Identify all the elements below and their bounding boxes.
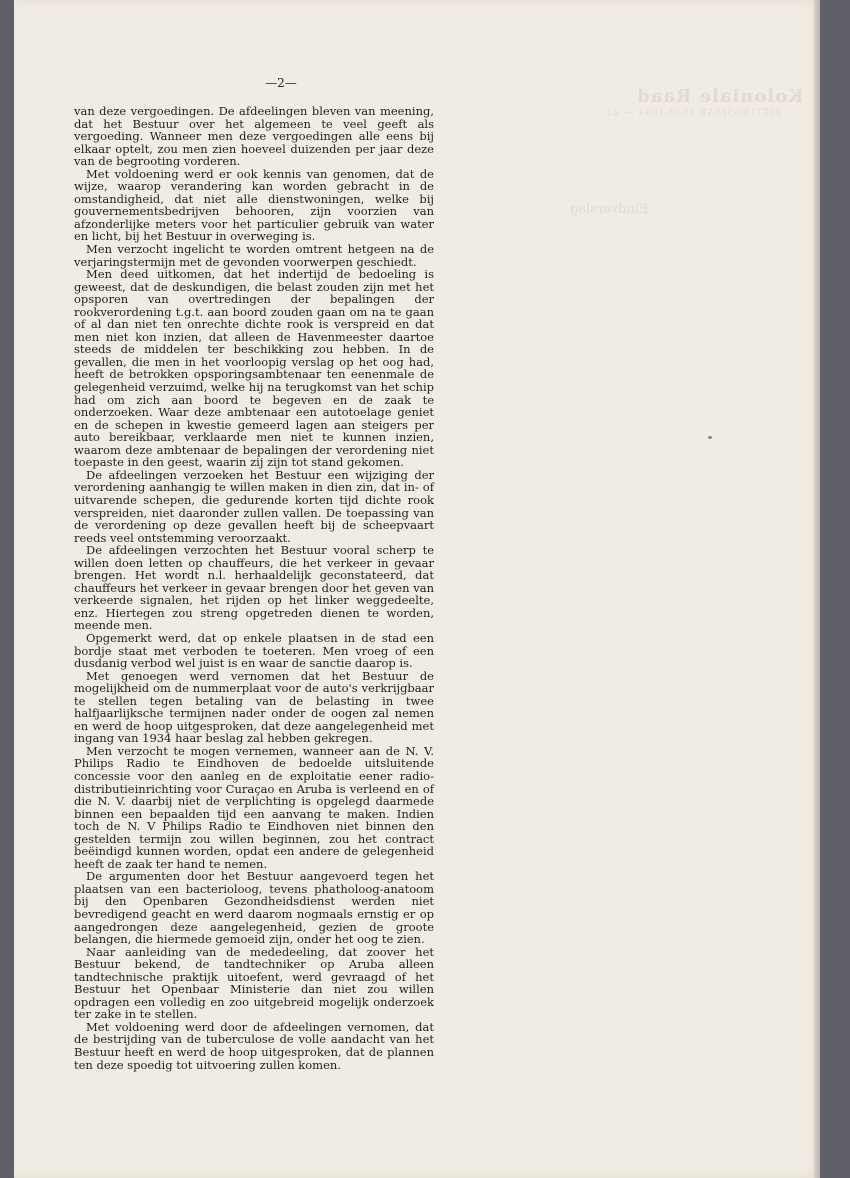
paragraph: Met genoegen werd vernomen dat het Bestuur de mogelijkheid om de nummerplaat voor de auto's verkrijgbaar te stellen tegen betaling van de belasting in twee halfjaarlijksche termijnen nader onder de oogen zal nemen en werd de hoop uitgesproken, dat deze aangelegenheid met ingang van 1934 haar beslag zal hebben gekregen. [74, 668, 434, 746]
page-edge [814, 0, 820, 1178]
page-number: —2— [265, 76, 297, 90]
paragraph: Men deed uitkomen, dat het indertijd de bedoeling is geweest, dat de deskundigen, die belast zouden zijn met het opsporen van overtredingen der bepalingen der rookverordening t.g.t. aan boord zouden gaan om na te gaan of al dan niet ten onrechte dichte rook is verspreid en dat men niet kon inzien, dat alleen de Havenmeester daartoe steeds de middelen ter beschikking zou hebben. In de gevallen, die men in het voorloopig verslag op het oog had, heeft de betrokken opsporingsambtenaar ten eenenmale de gelegenheid verzuimd, welke hij na terugkomst van het schip had om zich aan boord te begeven en de zaak te onderzoeken. Waar deze ambtenaar een autotoelage geniet en de schepen in kwestie gemeerd lagen aan steigers per auto bereikbaar, verklaarde men niet te kunnen inzien, waarom deze ambtenaar de bepalingen der verordening niet toepaste in den geest, waarin zij zijn tot stand gekomen. [74, 267, 434, 470]
paragraph: Men verzocht ingelicht te worden omtrent hetgeen na de verjaringstermijn met de gevonden voorwerpen geschiedt. [74, 242, 434, 269]
paragraph: Opgemerkt werd, dat op enkele plaatsen in de stad een bordje staat met verboden te toeteren. Men vroeg of een dusdanig verbod wel juist is en waar de sanctie daarop is. [74, 630, 434, 671]
show-through-heading: Eindverslag [570, 202, 649, 217]
paragraph: De argumenten door het Bestuur aangevoerd tegen het plaatsen van een bacterioloog, tevens phatholoog-anatoom bij den Openbaren Gezondheidsdienst werden niet bevredigend geacht en werd daarom nogmaals ernstig er op aangedrongen deze aangelegenheid, gezien de groote belangen, die hiermede gemoeid zijn, onder het oog te zien. [74, 869, 434, 947]
paragraph: De afdeelingen verzoeken het Bestuur een wijziging der verordening aanhangig te willen maken in dien zin, dat in- of uitvarende schepen, die gedurende korten tijd dichte rook verspreiden, niet daaronder zullen vallen. De toepassing van de verordening op deze gevallen heeft bij de scheepvaart reeds veel ontstemming veroorzaakt. [74, 467, 434, 545]
show-through-subtitle: ZITTINGSJAAR 1933-1934 — 23 [606, 108, 782, 118]
document-page [14, 0, 820, 1178]
paragraph: De afdeelingen verzochten het Bestuur vooral scherp te willen doen letten op chauffeurs, die het verkeer in gevaar brengen. Het wordt n.l. herhaaldelijk geconstateerd, dat chauffeurs het verkeer in gevaar brengen door het geven van verkeerde signalen, het rijden op het linker weggedeelte, enz. Hiertegen zou streng opgetreden dienen te worden, meende men. [74, 543, 434, 633]
paragraph: Men verzocht te mogen vernemen, wanneer aan de N. V. Philips Radio te Eindhoven de bedoelde uitsluitende concessie voor den aanleg en de exploitatie eener radio-distributieinrichting voor Curaçao en Aruba is verleend en of die N. V. daarbij niet de verplichting is opgelegd daarmede binnen een bepaalden tijd een aanvang te maken. Indien toch de N. V Philips Radio te Eindhoven niet binnen den gestelden termijn zou willen beginnen, zou het contract beëindigd kunnen worden, opdat een andere de gelegenheid heeft de zaak ter hand te nemen. [74, 743, 434, 871]
paragraph: van deze vergoedingen. De afdeelingen bleven van meening, dat het Bestuur over het algemeen te veel geeft als vergoeding. Wanneer men deze vergoedingen alle eens bij elkaar optelt, zou men zien hoeveel duizenden per jaar deze van de begrooting vorderen. [74, 104, 434, 169]
show-through-title: Koloniale Raad [636, 86, 804, 107]
paragraph: Met voldoening werd door de afdeelingen vernomen, dat de bestrijding van de tuberculose de volle aandacht van het Bestuur heeft en werd de hoop uitgesproken, dat de plannen ten deze spoedig tot uitvoering zullen komen. [74, 1019, 434, 1072]
paragraph: Met voldoening werd er ook kennis van genomen, dat de wijze, waarop verandering kan worden gebracht in de omstandigheid, dat niet alle dienstwoningen, welke bij gouvernementsbedrijven behooren, zijn voorzien van afzonderlijke meters voor het particulier gebruik van water en licht, bij het Bestuur in overweging is. [74, 166, 434, 244]
speck-mark [708, 436, 712, 439]
paragraph: Naar aanleiding van de mededeeling, dat zoover het Bestuur bekend, de tandtechniker op Aruba alleen tandtechnische praktijk uitoefent, werd gevraagd of het Bestuur het Openbaar Ministerie dan niet zou willen opdragen een volledig en zoo uitgebreid mogelijk onderzoek ter zake in te stellen. [74, 944, 434, 1022]
text-column [74, 105, 434, 1071]
